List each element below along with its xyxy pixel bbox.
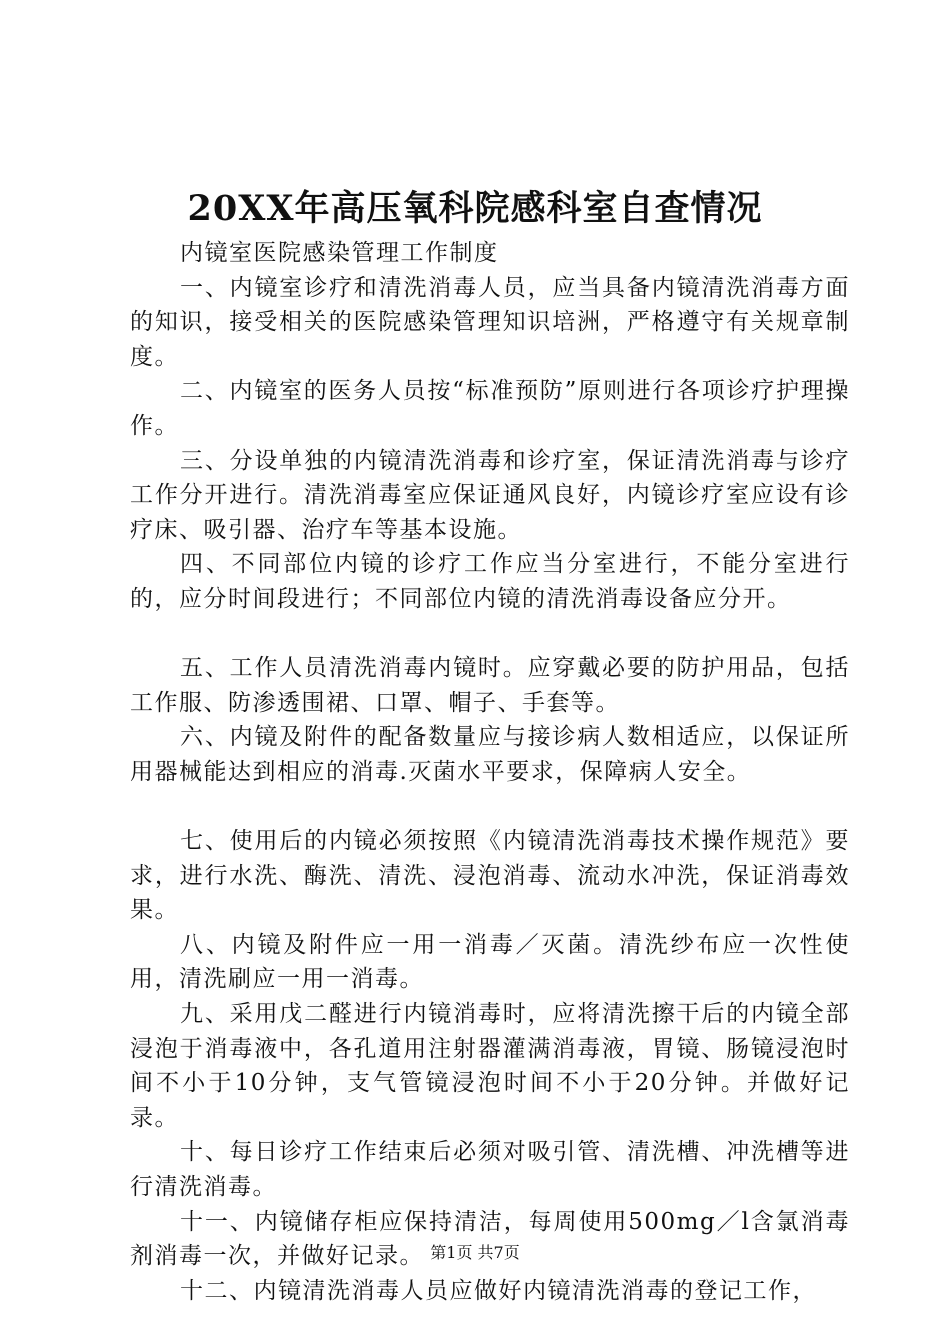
paragraph-5: 五、工作人员清洗消毒内镜时。应穿戴必要的防护用品，包括工作服、防渗透围裙、口罩、帽子、手套等。 (130, 655, 850, 716)
page-indicator: 第1页 共7页 (430, 1243, 520, 1262)
paragraph-11: 十一、内镜储存柜应保持清洁，每周使用500mg／l含氯消毒剂消毒一次，并做好记录。 (130, 1208, 850, 1270)
paragraph-12: 十二、内镜清洗消毒人员应做好内镜清洗消毒的登记工作， (180, 1277, 817, 1304)
paragraph-3: 三、分设单独的内镜清洗消毒和诊疗室，保证清洗消毒与诊疗工作分开进行。清洗消毒室应保证通风良好，内镜诊疗室应设有诊疗床、吸引器、治疗车等基本设施。 (130, 447, 850, 543)
paragraph-2: 二、内镜室的医务人员按“标准预防”原则进行各项诊疗护理操作。 (130, 378, 850, 439)
document-title: 20XX年高压氧科院感科室自查情况 (187, 188, 763, 229)
paragraph-6: 六、内镜及附件的配备数量应与接诊病人数相适应，以保证所用器械能达到相应的消毒.灭菌水平要求，保障病人安全。 (130, 724, 850, 785)
paragraph-9: 九、采用戊二醛进行内镜消毒时，应将清洗擦干后的内镜全部浸泡于消毒液中，各孔道用注射器灌满消毒液，胃镜、肠镜浸泡时间不小于10分钟，支气管镜浸泡时间不小于20分钟。并做好记录。 (130, 1001, 850, 1131)
document-body (130, 236, 850, 1308)
paragraph-subtitle: 内镜室医院感染管理工作制度 (180, 240, 499, 266)
paragraph-1: 一、内镜室诊疗和清洗消毒人员，应当具备内镜清洗消毒方面的知识，接受相关的医院感染管理知识培洲，严格遵守有关规章制度。 (130, 274, 850, 370)
paragraph-7: 七、使用后的内镜必须按照《内镜清洗消毒技术操作规范》要求，进行水洗、酶洗、清洗、浸泡消毒、流动水冲洗，保证消毒效果。 (130, 828, 850, 924)
paragraph-8: 八、内镜及附件应一用一消毒／灭菌。清洗纱布应一次性使用，清洗刷应一用一消毒。 (130, 931, 850, 993)
paragraph-10: 十、每日诊疗工作结束后必须对吸引管、清洗槽、冲洗槽等进行清洗消毒。 (130, 1139, 850, 1201)
paragraph-4: 四、不同部位内镜的诊疗工作应当分室进行，不能分室进行的，应分时间段进行；不同部位内镜的清洗消毒设备应分开。 (130, 551, 850, 612)
